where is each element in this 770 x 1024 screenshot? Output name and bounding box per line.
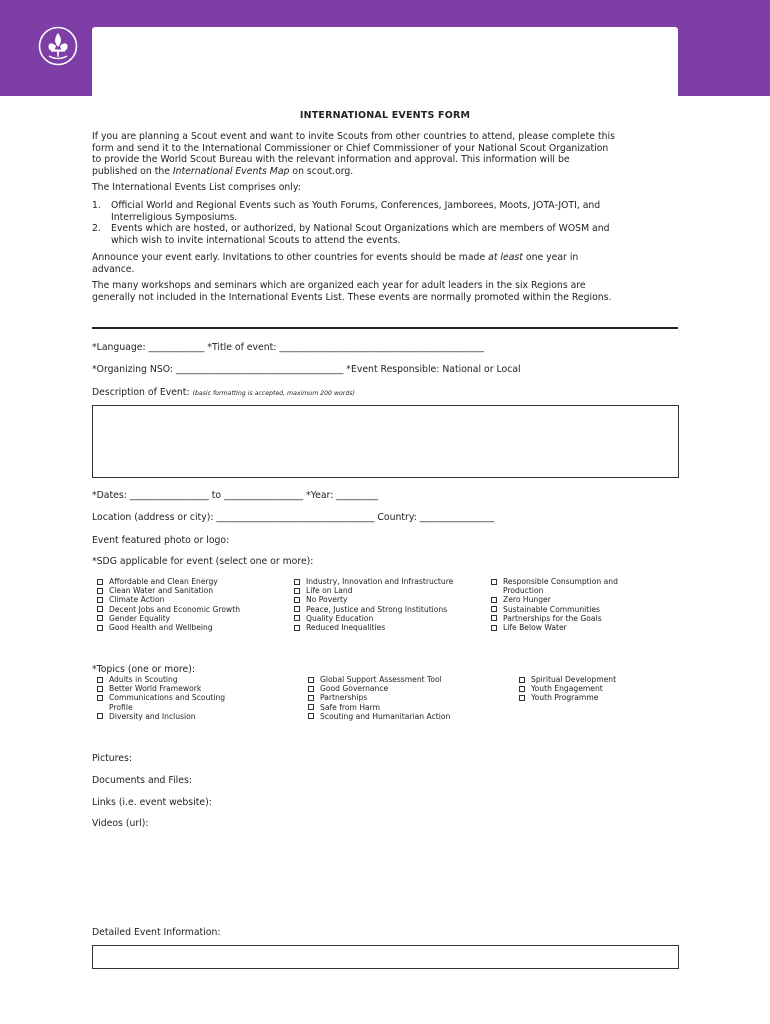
topics-column-3 [519, 675, 616, 703]
checkbox-icon [308, 713, 314, 719]
intro-line: to provide the World Scout Bureau with the relevant information and approval. This information will be [92, 154, 570, 165]
intro-paragraph [92, 131, 682, 177]
checkbox-icon [97, 579, 103, 585]
sdg-checkbox[interactable]: Life Below Water [491, 623, 618, 632]
description-label: Description of Event: (basic formatting is accepted, maximum 200 words) [92, 387, 355, 398]
sdg-checkbox[interactable]: Gender Equality [97, 614, 240, 623]
scout-emblem-logo [38, 26, 78, 66]
checkbox-icon [294, 597, 300, 603]
checkbox-icon [294, 588, 300, 594]
checkbox-icon [97, 695, 103, 701]
topic-checkbox[interactable]: Scouting and Humanitarian Action [308, 712, 450, 721]
checkbox-icon [294, 615, 300, 621]
checkbox-icon [519, 686, 525, 692]
checkbox-icon [491, 625, 497, 631]
checkbox-icon [308, 704, 314, 710]
sdg-column-3 [491, 577, 618, 632]
sdg-checkbox[interactable]: Responsible Consumption and Production [491, 577, 618, 595]
checkbox-icon [97, 625, 103, 631]
sdg-label: *SDG applicable for event (select one or more): [92, 556, 314, 567]
checkbox-icon [294, 625, 300, 631]
intro-line: If you are planning a Scout event and want to invite Scouts from other countries to attend, please complete this [92, 131, 615, 142]
topic-checkbox[interactable]: Safe from Harm [308, 703, 450, 712]
topic-checkbox[interactable]: Global Support Assessment Tool [308, 675, 450, 684]
sdg-checkbox[interactable]: Decent Jobs and Economic Growth [97, 605, 240, 614]
checkbox-icon [519, 677, 525, 683]
sdg-checkbox[interactable]: Quality Education [294, 614, 453, 623]
checkbox-icon [97, 597, 103, 603]
documents-label[interactable]: Documents and Files: [92, 775, 192, 786]
pictures-label[interactable]: Pictures: [92, 753, 132, 764]
detailed-info-textarea[interactable] [92, 945, 679, 969]
location-field[interactable]: Location (address or city): __________________________________ Country: ________________ [92, 512, 495, 523]
sdg-checkbox[interactable]: Sustainable Communities [491, 605, 618, 614]
language-title-field[interactable]: *Language: ____________ *Title of event: ____________________________________________ [92, 342, 484, 353]
sdg-checkbox[interactable]: Industry, Innovation and Infrastructure [294, 577, 453, 586]
checkbox-icon [97, 588, 103, 594]
checkbox-icon [294, 579, 300, 585]
sdg-checkbox[interactable]: Affordable and Clean Energy [97, 577, 240, 586]
topic-checkbox[interactable]: Communications and Scouting Profile [97, 693, 225, 711]
header-blank-panel [92, 27, 678, 96]
section-divider [92, 327, 678, 329]
sdg-checkbox[interactable]: Reduced Inequalities [294, 623, 453, 632]
organizing-nso-field[interactable]: *Organizing NSO: ____________________________________ *Event Responsible: National or Local [92, 364, 521, 375]
sdg-checkbox[interactable]: Climate Action [97, 595, 240, 604]
intro-line: form and send it to the International Commissioner or Chief Commissioner of your National Scout Organization [92, 142, 609, 154]
announce-paragraph: Announce your event early. Invitations to other countries for events should be made at least one year in advance. [92, 252, 579, 275]
checkbox-icon [491, 606, 497, 612]
topic-checkbox[interactable]: Good Governance [308, 684, 450, 693]
form-title: INTERNATIONAL EVENTS FORM [299, 110, 471, 121]
list-intro: The International Events List comprises only: [92, 182, 301, 193]
sdg-checkbox[interactable]: Clean Water and Sanitation [97, 586, 240, 595]
topic-checkbox[interactable]: Youth Programme [519, 693, 616, 702]
detailed-info-label: Detailed Event Information: [92, 927, 221, 938]
checkbox-icon [308, 686, 314, 692]
checkbox-icon [308, 695, 314, 701]
list-item: 2. Events which are hosted, or authorized, by National Scout Organizations which are members of WOSM and which wish to invite international Scouts to attend the events. [92, 223, 610, 246]
checkbox-icon [97, 686, 103, 692]
checkbox-icon [519, 695, 525, 701]
links-label[interactable]: Links (i.e. event website): [92, 797, 212, 808]
topics-column-2 [308, 675, 450, 721]
topic-checkbox[interactable]: Better World Framework [97, 684, 225, 693]
description-note: (basic formatting is accepted, maximum 200 words) [192, 390, 355, 397]
checkbox-icon [97, 713, 103, 719]
description-textarea[interactable] [92, 405, 679, 478]
events-map-reference: International Events Map [172, 165, 290, 177]
sdg-checkbox[interactable]: No Poverty [294, 595, 453, 604]
workshops-paragraph: The many workshops and seminars which are organized each year for adult leaders in the six Regions are generally not included in the International Events List. These events are normally promoted within the Regions. [92, 280, 612, 303]
topics-label: *Topics (one or more): [92, 664, 196, 675]
dates-field[interactable]: *Dates: _________________ to _________________ *Year: _________ [92, 490, 379, 501]
topic-checkbox[interactable]: Diversity and Inclusion [97, 712, 225, 721]
intro-line: published on the International Events Map on scout.org. [92, 165, 354, 177]
sdg-checkbox[interactable]: Life on Land [294, 586, 453, 595]
checkbox-icon [97, 615, 103, 621]
checkbox-icon [97, 606, 103, 612]
checkbox-icon [97, 677, 103, 683]
checkbox-icon [294, 606, 300, 612]
topic-checkbox[interactable]: Adults in Scouting [97, 675, 225, 684]
checkbox-icon [308, 677, 314, 683]
sdg-column-1 [97, 577, 240, 632]
topic-checkbox[interactable]: Spiritual Development [519, 675, 616, 684]
topic-checkbox[interactable]: Partnerships [308, 693, 450, 702]
sdg-column-2 [294, 577, 453, 632]
checkbox-icon [491, 579, 497, 585]
checkbox-icon [491, 597, 497, 603]
topic-checkbox[interactable]: Youth Engagement [519, 684, 616, 693]
sdg-checkbox[interactable]: Zero Hunger [491, 595, 618, 604]
events-list [92, 200, 682, 246]
list-item: 1. Official World and Regional Events such as Youth Forums, Conferences, Jamborees, Moots, JOTA-JOTI, and Interreligious Symposiums. [92, 200, 601, 223]
checkbox-icon [491, 615, 497, 621]
topics-column-1 [97, 675, 225, 721]
videos-label[interactable]: Videos (url): [92, 818, 149, 829]
featured-photo-label[interactable]: Event featured photo or logo: [92, 535, 230, 546]
sdg-checkbox[interactable]: Peace, Justice and Strong Institutions [294, 605, 453, 614]
sdg-checkbox[interactable]: Partnerships for the Goals [491, 614, 618, 623]
sdg-checkbox[interactable]: Good Health and Wellbeing [97, 623, 240, 632]
